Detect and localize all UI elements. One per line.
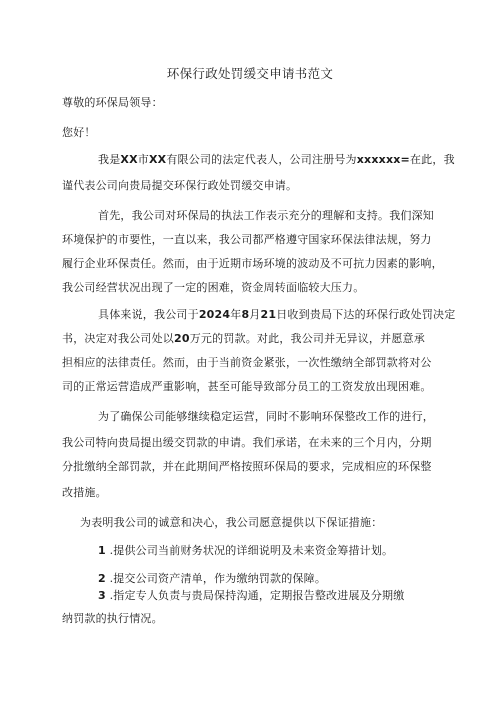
item-text: .提供公司当前财务状况的详细说明及未来资金筹措计划。 (109, 544, 394, 557)
list-item (98, 589, 404, 603)
item-text: .提交公司资产清单，作为缴纳罚款的保障。 (109, 572, 327, 585)
paragraph-4-line-2: 我公司特向贵局提出缓交罚款的申请。我们承诺，在未来的三个月内，分期 (62, 436, 432, 449)
paragraph-2-line-1: 首先，我公司对环保局的执法工作表示充分的理解和支持。我们深知 (98, 209, 434, 222)
text: 书，决定对我公司处以 (62, 332, 174, 345)
paragraph-1-line-2: 谨代表公司向贵局提交环保行政处罚缓交申请。 (62, 179, 298, 192)
paragraph-5: 为表明我公司的诚意和决心，我公司愿意提供以下保证措施： (80, 516, 383, 529)
text: 我是 (98, 153, 121, 166)
greeting: 您好！ (62, 126, 96, 139)
list-item-continuation: 纳罚款的执行情况。 (62, 612, 163, 625)
placeholder-city: XX (120, 153, 138, 166)
paragraph-3-line-1 (98, 308, 455, 322)
text: 年 (230, 308, 242, 321)
list-item (98, 544, 393, 558)
paragraph-2-line-4: 我公司经营状况出现了一定的困难，资金周转面临较大压力。 (62, 281, 365, 294)
paragraph-4-line-1: 为了确保公司能够继续稳定运营，同时不影响环保整改工作的进行， (98, 410, 434, 423)
paragraph-4-line-4: 改措施。 (62, 486, 107, 499)
paragraph-1-line-1 (98, 153, 455, 167)
date-year: 2024 (198, 308, 231, 321)
paragraph-4-line-3: 分批缴纳全部罚款，并在此期间严格按照环保局的要求，完成相应的环保整 (62, 460, 432, 473)
item-number: 1 (98, 544, 106, 557)
item-text: .指定专人负责与贵局保持沟通，定期报告整改进展及分期缴 (109, 589, 405, 602)
text: 月 (249, 308, 261, 321)
text: 万元的罚款。对此，我公司并无异议，并愿意承 (189, 332, 425, 345)
date-day: 21 (260, 308, 277, 321)
paragraph-2-line-2: 环境保护的市要性，一直以来，我公司都严格遵守国家环保法律法规，努力 (62, 233, 432, 246)
text: 具体来说，我公司于 (98, 308, 199, 321)
list-item (98, 572, 326, 586)
salutation: 尊敬的环保局领导： (62, 96, 163, 109)
item-number: 2 (98, 572, 106, 585)
item-number: 3 (98, 589, 106, 602)
fine-amount: 20 (174, 332, 190, 345)
text: 日收到贵局下达的环保行政处罚决定 (276, 308, 456, 321)
text: 市 (137, 153, 149, 166)
paragraph-3-line-3: 担相应的法律责任。然而，由于当前资金紧张，一次性缴纳全部罚款将对公 (62, 356, 432, 369)
document-title: 环保行政处罚缓交申请书范文 (166, 66, 334, 81)
paragraph-3-line-4: 司的正常运营造成严重影响，甚至可能导致部分员工的工资发放出现困难。 (62, 380, 432, 393)
text: 在此，我 (409, 153, 455, 166)
placeholder-company: XX (148, 153, 167, 166)
date-month: 8 (241, 308, 250, 321)
registration-number: xxxxxx= (356, 153, 410, 166)
paragraph-2-line-3: 履行企业环保责任。然而，由于近期市场环境的波动及不可抗力因素的影响， (62, 257, 443, 270)
text: 有限公司的法定代表人，公司注册号为 (166, 153, 357, 166)
paragraph-3-line-2 (62, 332, 425, 346)
